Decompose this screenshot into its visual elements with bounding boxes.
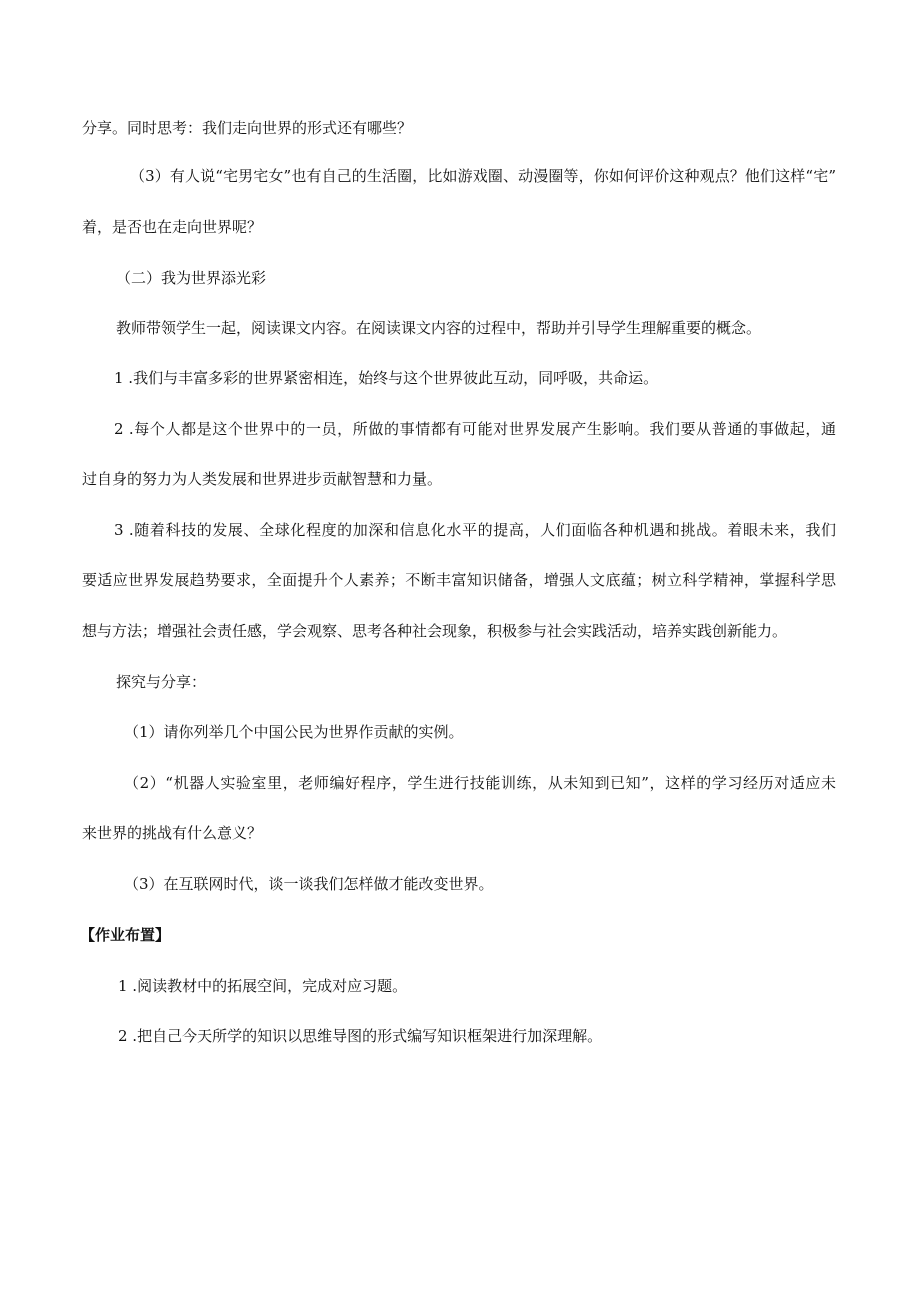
section-heading: 【作业布置】 bbox=[80, 926, 171, 944]
paragraph-line: 教师带领学生一起，阅读课文内容。在阅读课文内容的过程中，帮助并引导学生理解重要的概念。 bbox=[116, 319, 762, 337]
paragraph-line: （3）有人说“宅男宅女”也有自己的生活圈，比如游戏圈、动漫圈等，你如何评价这种观点？他们这样“宅” bbox=[130, 167, 836, 185]
paragraph-line: 过自身的努力为人类发展和世界进步贡献智慧和力量。 bbox=[82, 470, 443, 488]
list-item: 2 .把自己今天所学的知识以思维导图的形式编写知识框架进行加深理解。 bbox=[118, 1027, 603, 1045]
paragraph-line: 来世界的挑战有什么意义？ bbox=[82, 824, 263, 842]
paragraph-line: 分享。同时思考：我们走向世界的形式还有哪些？ bbox=[82, 119, 413, 137]
list-item: （1）请你列举几个中国公民为世界作贡献的实例。 bbox=[124, 723, 464, 741]
paragraph-line: 着，是否也在走向世界呢？ bbox=[82, 218, 263, 236]
paragraph-line: 要适应世界发展趋势要求，全面提升个人素养；不断丰富知识储备，增强人文底蕴；树立科学精神，掌握科学思 bbox=[82, 571, 836, 589]
list-item: 3 .随着科技的发展、全球化程度的加深和信息化水平的提高，人们面临各种机遇和挑战。着眼未来，我们 bbox=[114, 521, 836, 539]
list-item: 2 .每个人都是这个世界中的一员，所做的事情都有可能对世界发展产生影响。我们要从普通的事做起，通 bbox=[114, 420, 836, 438]
list-item: （3）在互联网时代，谈一谈我们怎样做才能改变世界。 bbox=[124, 875, 494, 893]
list-item: 1 .我们与丰富多彩的世界紧密相连，始终与这个世界彼此互动，同呼吸，共命运。 bbox=[114, 369, 659, 387]
list-item: （2）“机器人实验室里，老师编好程序，学生进行技能训练，从未知到已知”，这样的学习经历对适应未 bbox=[124, 774, 836, 792]
section-heading: 探究与分享： bbox=[116, 673, 207, 691]
section-heading: （二）我为世界添光彩 bbox=[116, 269, 267, 287]
list-item: 1 .阅读教材中的拓展空间，完成对应习题。 bbox=[118, 977, 408, 995]
paragraph-line: 想与方法；增强社会责任感，学会观察、思考各种社会现象，积极参与社会实践活动，培养实践创新能力。 bbox=[82, 622, 788, 640]
